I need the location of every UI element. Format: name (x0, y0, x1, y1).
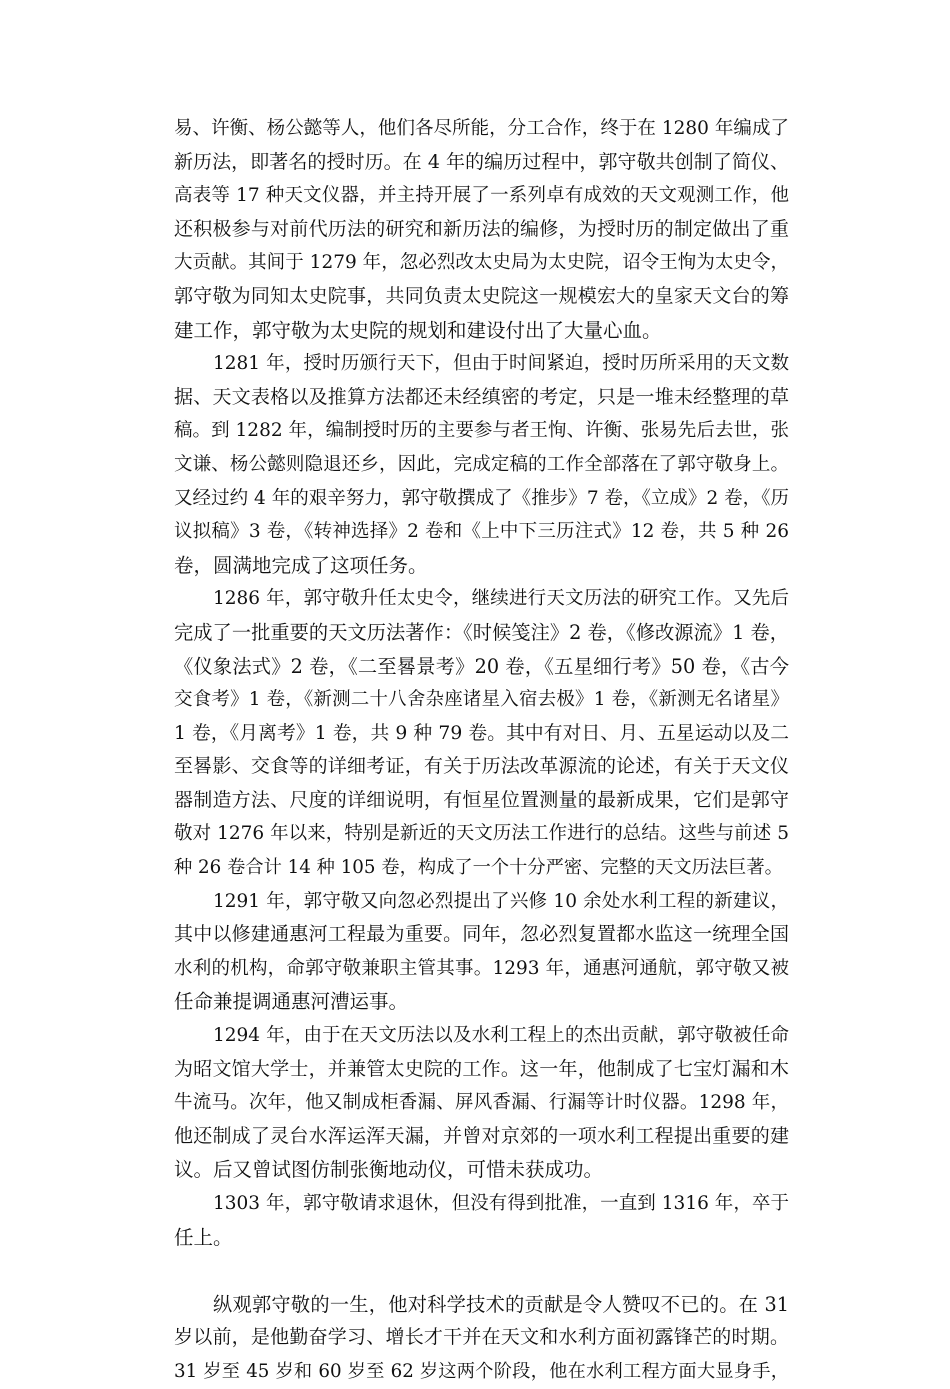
text-line: 议拟稿》3 卷，《转神选择》2 卷和《上中下三历注式》12 卷，共 5 种 26 (174, 521, 789, 543)
text-line: 任上。 (174, 1225, 233, 1249)
body-text (174, 112, 789, 1389)
text-line: 建工作，郭守敬为太史院的规划和建设付出了大量心血。 (174, 318, 662, 342)
text-line: 还积极参与对前代历法的研究和新历法的编修，为授时历的制定做出了重 (174, 217, 789, 240)
text-line: 器制造方法、尺度的详细说明，有恒星位置测量的最新成果，它们是郭守 (174, 788, 789, 811)
text-line: 1291 年，郭守敬又向忽必烈提出了兴修 10 余处水利工程的新建议， (213, 890, 789, 912)
text-line: 牛流马。次年，他又制成柜香漏、屏风香漏、行漏等计时仪器。1298 年， (174, 1092, 789, 1114)
text-line: 《仪象法式》2 卷，《二至晷景考》20 卷，《五星细行考》50 卷，《古今 (174, 654, 789, 678)
text-line: 议。后又曾试图仿制张衡地动仪，可惜未获成功。 (174, 1158, 604, 1182)
text-line: 又经过约 4 年的艰辛努力，郭守敬撰成了《推步》7 卷，《立成》2 卷，《历 (174, 487, 789, 509)
paragraph-1 (174, 112, 789, 347)
text-line: 水利的机构，命郭守敬兼职主管其事。1293 年，通惠河通航，郭守敬又被 (174, 957, 789, 979)
text-line: 郭守敬为同知太史院事，共同负责太史院这一规模宏大的皇家天文台的筹 (174, 284, 789, 307)
text-line: 新历法，即著名的授时历。在 4 年的编历过程中，郭守敬共创制了简仪、 (174, 150, 789, 173)
text-line: 1281 年，授时历颁行天下，但由于时间紧迫，授时历所采用的天文数 (213, 353, 789, 375)
text-line: 1286 年，郭守敬升任太史令，继续进行天文历法的研究工作。又先后 (213, 588, 789, 610)
paragraph-2 (174, 347, 789, 582)
text-line: 稿。到 1282 年，编制授时历的主要参与者王恂、许衡、张易先后去世，张 (174, 420, 789, 442)
text-line: 交食考》1 卷，《新测二十八舍杂座诸星入宿去极》1 卷，《新测无名诸星》 (174, 689, 789, 711)
text-line: 岁以前，是他勤奋学习、增长才干并在天文和水利方面初露锋芒的时期。 (174, 1326, 789, 1349)
text-line: 其中以修建通惠河工程最为重要。同年，忽必烈复置都水监这一统理全国 (174, 923, 789, 946)
text-line: 1 卷，《月离考》1 卷，共 9 种 79 卷。其中有对日、月、五星运动以及二 (174, 722, 789, 744)
text-line: 敬对 1276 年以来，特别是新近的天文历法工作进行的总结。这些与前述 5 (174, 823, 789, 845)
text-line: 他还制成了灵台水浑运浑天漏，并曾对京郊的一项水利工程提出重要的建 (174, 1124, 789, 1147)
text-line: 1294 年，由于在天文历法以及水利工程上的杰出贡献，郭守敬被任命 (213, 1025, 789, 1047)
text-line: 卷，圆满地完成了这项任务。 (174, 553, 428, 577)
text-line: 易、许衡、杨公懿等人，他们各尽所能，分工合作，终于在 1280 年编成了 (174, 118, 789, 139)
text-line: 高表等 17 种天文仪器，并主持开展了一系列卓有成效的天文观测工作，他 (174, 185, 789, 207)
text-line: 种 26 卷合计 14 种 105 卷，构成了一个十分严密、完整的天文历法巨著。 (174, 857, 783, 879)
text-line: 据、天文表格以及推算方法都还未经缜密的考定，只是一堆未经整理的草 (174, 385, 789, 408)
text-line: 完成了一批重要的天文历法著作：《时候笺注》2 卷，《修改源流》1 卷， (174, 620, 789, 644)
paragraph-6 (174, 1187, 789, 1254)
paragraph-4 (174, 885, 789, 1019)
text-line: 为昭文馆大学士，并兼管太史院的工作。这一年，他制成了七宝灯漏和木 (174, 1057, 789, 1080)
paragraph-5 (174, 1019, 789, 1187)
text-line: 至晷影、交食等的详细考证，有关于历法改革源流的论述，有关于天文仪 (174, 755, 789, 778)
text-line: 1303 年，郭守敬请求退休，但没有得到批准，一直到 1316 年，卒于 (213, 1193, 789, 1214)
paragraph-7 (174, 1288, 789, 1389)
text-line: 大贡献。其间于 1279 年，忽必烈改太史局为太史院，诏令王恂为太史令， (174, 252, 789, 274)
text-line: 任命兼提调通惠河漕运事。 (174, 990, 409, 1014)
text-line: 31 岁至 45 岁和 60 岁至 62 岁这两个阶段，他在水利工程方面大显身手， (174, 1360, 789, 1382)
text-line: 文谦、杨公懿则隐退还乡，因此，完成定稿的工作全部落在了郭守敬身上。 (174, 453, 789, 475)
paragraph-3 (174, 582, 789, 884)
text-line: 纵观郭守敬的一生，他对科学技术的贡献是令人赞叹不已的。在 31 (213, 1292, 789, 1316)
paragraph-spacer (174, 1254, 789, 1288)
